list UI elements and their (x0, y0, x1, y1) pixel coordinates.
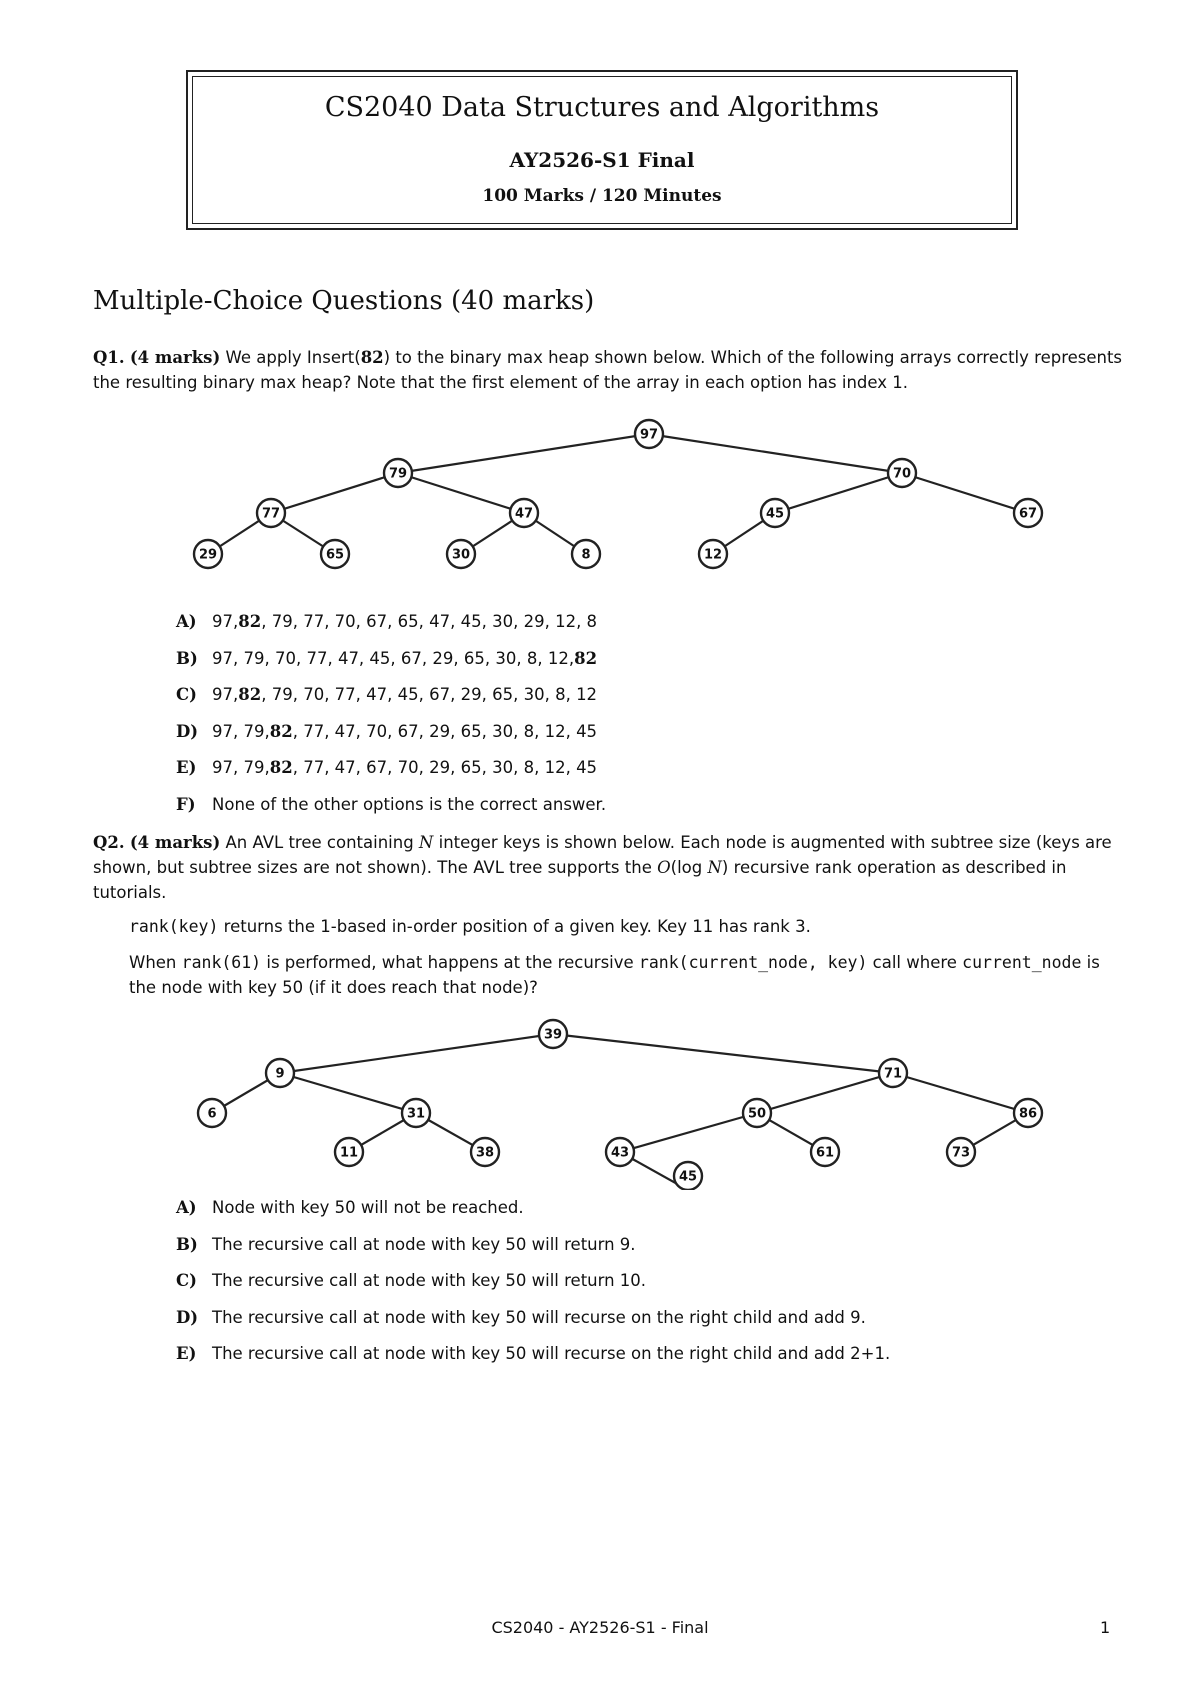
q2-option-c[interactable] (176, 1271, 890, 1308)
heap-node-79 (384, 459, 412, 487)
q1-option-e[interactable] (176, 758, 606, 795)
heap-node-8 (572, 540, 600, 568)
question-2-number: Q2. (93, 833, 125, 852)
svg-text:45: 45 (678, 1169, 698, 1185)
svg-text:30: 30 (451, 547, 471, 563)
avl-node-9 (266, 1059, 294, 1087)
option-label: A) (176, 1198, 197, 1217)
option-label: D) (176, 721, 199, 741)
rank-description: returns the 1-based in-order position of a given key. Key 11 has rank 3. (218, 917, 811, 936)
option-key: 82 (574, 648, 598, 668)
option-text: 97, (212, 685, 239, 704)
q1-option-d[interactable] (176, 722, 606, 759)
heap-node-77 (257, 499, 285, 527)
rank-code: rank(key) (129, 917, 219, 936)
recursive-call-code: rank(current_node, key) (638, 953, 868, 972)
option-text: The recursive call at node with key 50 will recurse on the right child and add 2+1. (212, 1344, 891, 1363)
q1-option-b[interactable] (176, 649, 606, 686)
option-text: 97, 79, (212, 758, 270, 777)
question-1-text-b: ) to the binary max heap shown below. Which of the following arrays correctly represents the resulting binary max heap? Note that the first element of the array in each option has index 1. (93, 348, 1123, 392)
rank-definition (129, 914, 1124, 939)
exam-meta: 100 Marks / 120 Minutes (482, 186, 722, 206)
heap-node-47 (510, 499, 538, 527)
avl-node-73 (947, 1138, 975, 1166)
option-label: D) (176, 1307, 199, 1327)
option-text: Node with key 50 will not be reached. (212, 1198, 524, 1217)
avl-node-11 (335, 1138, 363, 1166)
svg-text:43: 43 (610, 1145, 630, 1161)
question-2-text-c: ) recursive rank operation as described in tutorials. (93, 858, 1067, 902)
svg-text:71: 71 (883, 1066, 903, 1082)
svg-text:9: 9 (275, 1066, 285, 1082)
avl-node-61 (811, 1138, 839, 1166)
q1-heap-diagram (0, 410, 1200, 595)
rank-question-text: is performed, what happens at the recursive (261, 953, 639, 972)
svg-text:67: 67 (1018, 506, 1038, 522)
option-text: , 77, 47, 67, 70, 29, 65, 30, 8, 12, 45 (292, 758, 598, 777)
svg-text:8: 8 (581, 547, 591, 563)
q1-options (176, 612, 606, 831)
svg-text:38: 38 (475, 1145, 495, 1161)
option-label: C) (176, 685, 197, 704)
option-key: 82 (269, 758, 293, 777)
option-key: 82 (269, 721, 293, 741)
heap-node-45 (761, 499, 789, 527)
log-text: (log (670, 858, 708, 877)
q2-option-d[interactable] (176, 1308, 890, 1345)
footer-text: CS2040 - AY2526-S1 - Final (491, 1618, 709, 1637)
option-text: None of the other options is the correct answer. (212, 794, 607, 814)
option-label: B) (176, 648, 198, 668)
rank-question-text: is the node with key 50 (if it does reach that node)? (129, 953, 1100, 997)
rank-call-code: rank(61) (181, 953, 262, 972)
var-n: N (418, 833, 434, 852)
avl-node-38 (471, 1138, 499, 1166)
heap-node-67 (1014, 499, 1042, 527)
question-2-text-a: An AVL tree containing (225, 833, 419, 852)
svg-text:70: 70 (892, 466, 912, 482)
question-1-marks: (4 marks) (129, 348, 221, 367)
option-label: E) (176, 758, 197, 777)
svg-text:11: 11 (339, 1145, 359, 1161)
option-text: , 77, 47, 70, 67, 29, 65, 30, 8, 12, 45 (292, 721, 598, 741)
svg-text:12: 12 (703, 547, 723, 563)
option-text: The recursive call at node with key 50 will return 10. (212, 1271, 647, 1290)
svg-text:61: 61 (815, 1145, 835, 1161)
svg-text:50: 50 (747, 1106, 767, 1122)
option-label: E) (176, 1344, 197, 1363)
svg-text:6: 6 (207, 1106, 217, 1122)
var-n: N (707, 858, 722, 877)
q2-option-a[interactable] (176, 1198, 890, 1235)
option-text: The recursive call at node with key 50 will recurse on the right child and add 9. (212, 1307, 866, 1327)
question-2-marks: (4 marks) (129, 833, 221, 852)
svg-text:97: 97 (639, 427, 659, 443)
heap-edges (208, 434, 1028, 554)
avl-node-43 (606, 1138, 634, 1166)
svg-text:77: 77 (261, 506, 281, 522)
avl-nodes (198, 1020, 1042, 1190)
heap-node-29 (194, 540, 222, 568)
svg-text:31: 31 (406, 1106, 426, 1122)
course-title: CS2040 Data Structures and Algorithms (324, 92, 880, 123)
q1-option-f[interactable] (176, 795, 606, 832)
question-2-text-b: integer keys is shown below. Each node is augmented with subtree size (keys are shown, but subtree sizes are not shown). The AVL tree supports the (93, 833, 1112, 877)
current-node-code: current_node (962, 953, 1082, 972)
big-o: O (657, 858, 671, 877)
question-1-text-a: We apply Insert( (225, 348, 361, 367)
avl-node-71 (879, 1059, 907, 1087)
svg-text:47: 47 (514, 506, 534, 522)
q2-avl-diagram (0, 1010, 1200, 1190)
svg-text:29: 29 (198, 547, 218, 563)
question-2-text (93, 830, 1123, 905)
rank-question (129, 950, 1124, 1000)
exam-header-box (186, 70, 1018, 230)
option-text: The recursive call at node with key 50 will return 9. (212, 1234, 636, 1254)
question-1-insert-key: 82 (360, 348, 384, 367)
option-text: , 79, 77, 70, 67, 65, 47, 45, 30, 29, 12, 8 (261, 612, 598, 631)
option-text: 97, 79, (212, 721, 270, 741)
option-label: A) (176, 612, 197, 631)
q2-options (176, 1198, 890, 1381)
option-label: F) (176, 794, 196, 814)
option-key: 82 (238, 685, 262, 704)
option-label: B) (176, 1234, 198, 1254)
svg-text:79: 79 (388, 466, 408, 482)
heap-node-70 (888, 459, 916, 487)
avl-node-86 (1014, 1099, 1042, 1127)
option-text: 97, 79, 70, 77, 47, 45, 67, 29, 65, 30, 8, 12, (212, 648, 575, 668)
avl-node-39 (539, 1020, 567, 1048)
option-text: , 79, 70, 77, 47, 45, 67, 29, 65, 30, 8, 12 (261, 685, 598, 704)
heap-node-65 (321, 540, 349, 568)
avl-node-6 (198, 1099, 226, 1127)
svg-text:65: 65 (325, 547, 345, 563)
rank-question-text: When (129, 953, 182, 972)
question-1-text (93, 345, 1123, 395)
svg-text:73: 73 (951, 1145, 971, 1161)
q1-option-a[interactable] (176, 612, 606, 649)
avl-node-31 (402, 1099, 430, 1127)
page-number: 1 (1100, 1618, 1111, 1637)
q2-option-e[interactable] (176, 1344, 890, 1381)
svg-text:86: 86 (1018, 1106, 1038, 1122)
section-title: Multiple-Choice Questions (40 marks) (93, 286, 595, 316)
avl-node-50 (743, 1099, 771, 1127)
q1-option-c[interactable] (176, 685, 606, 722)
heap-node-30 (447, 540, 475, 568)
heap-node-12 (699, 540, 727, 568)
q2-option-b[interactable] (176, 1235, 890, 1272)
avl-node-45 (674, 1162, 702, 1190)
svg-text:39: 39 (543, 1027, 563, 1043)
question-1-number: Q1. (93, 348, 125, 367)
rank-question-text: call where (867, 953, 963, 972)
option-key: 82 (238, 612, 262, 631)
heap-node-97 (635, 420, 663, 448)
option-text: 97, (212, 612, 239, 631)
option-label: C) (176, 1271, 197, 1290)
svg-text:45: 45 (765, 506, 785, 522)
exam-name: AY2526-S1 Final (509, 148, 695, 172)
